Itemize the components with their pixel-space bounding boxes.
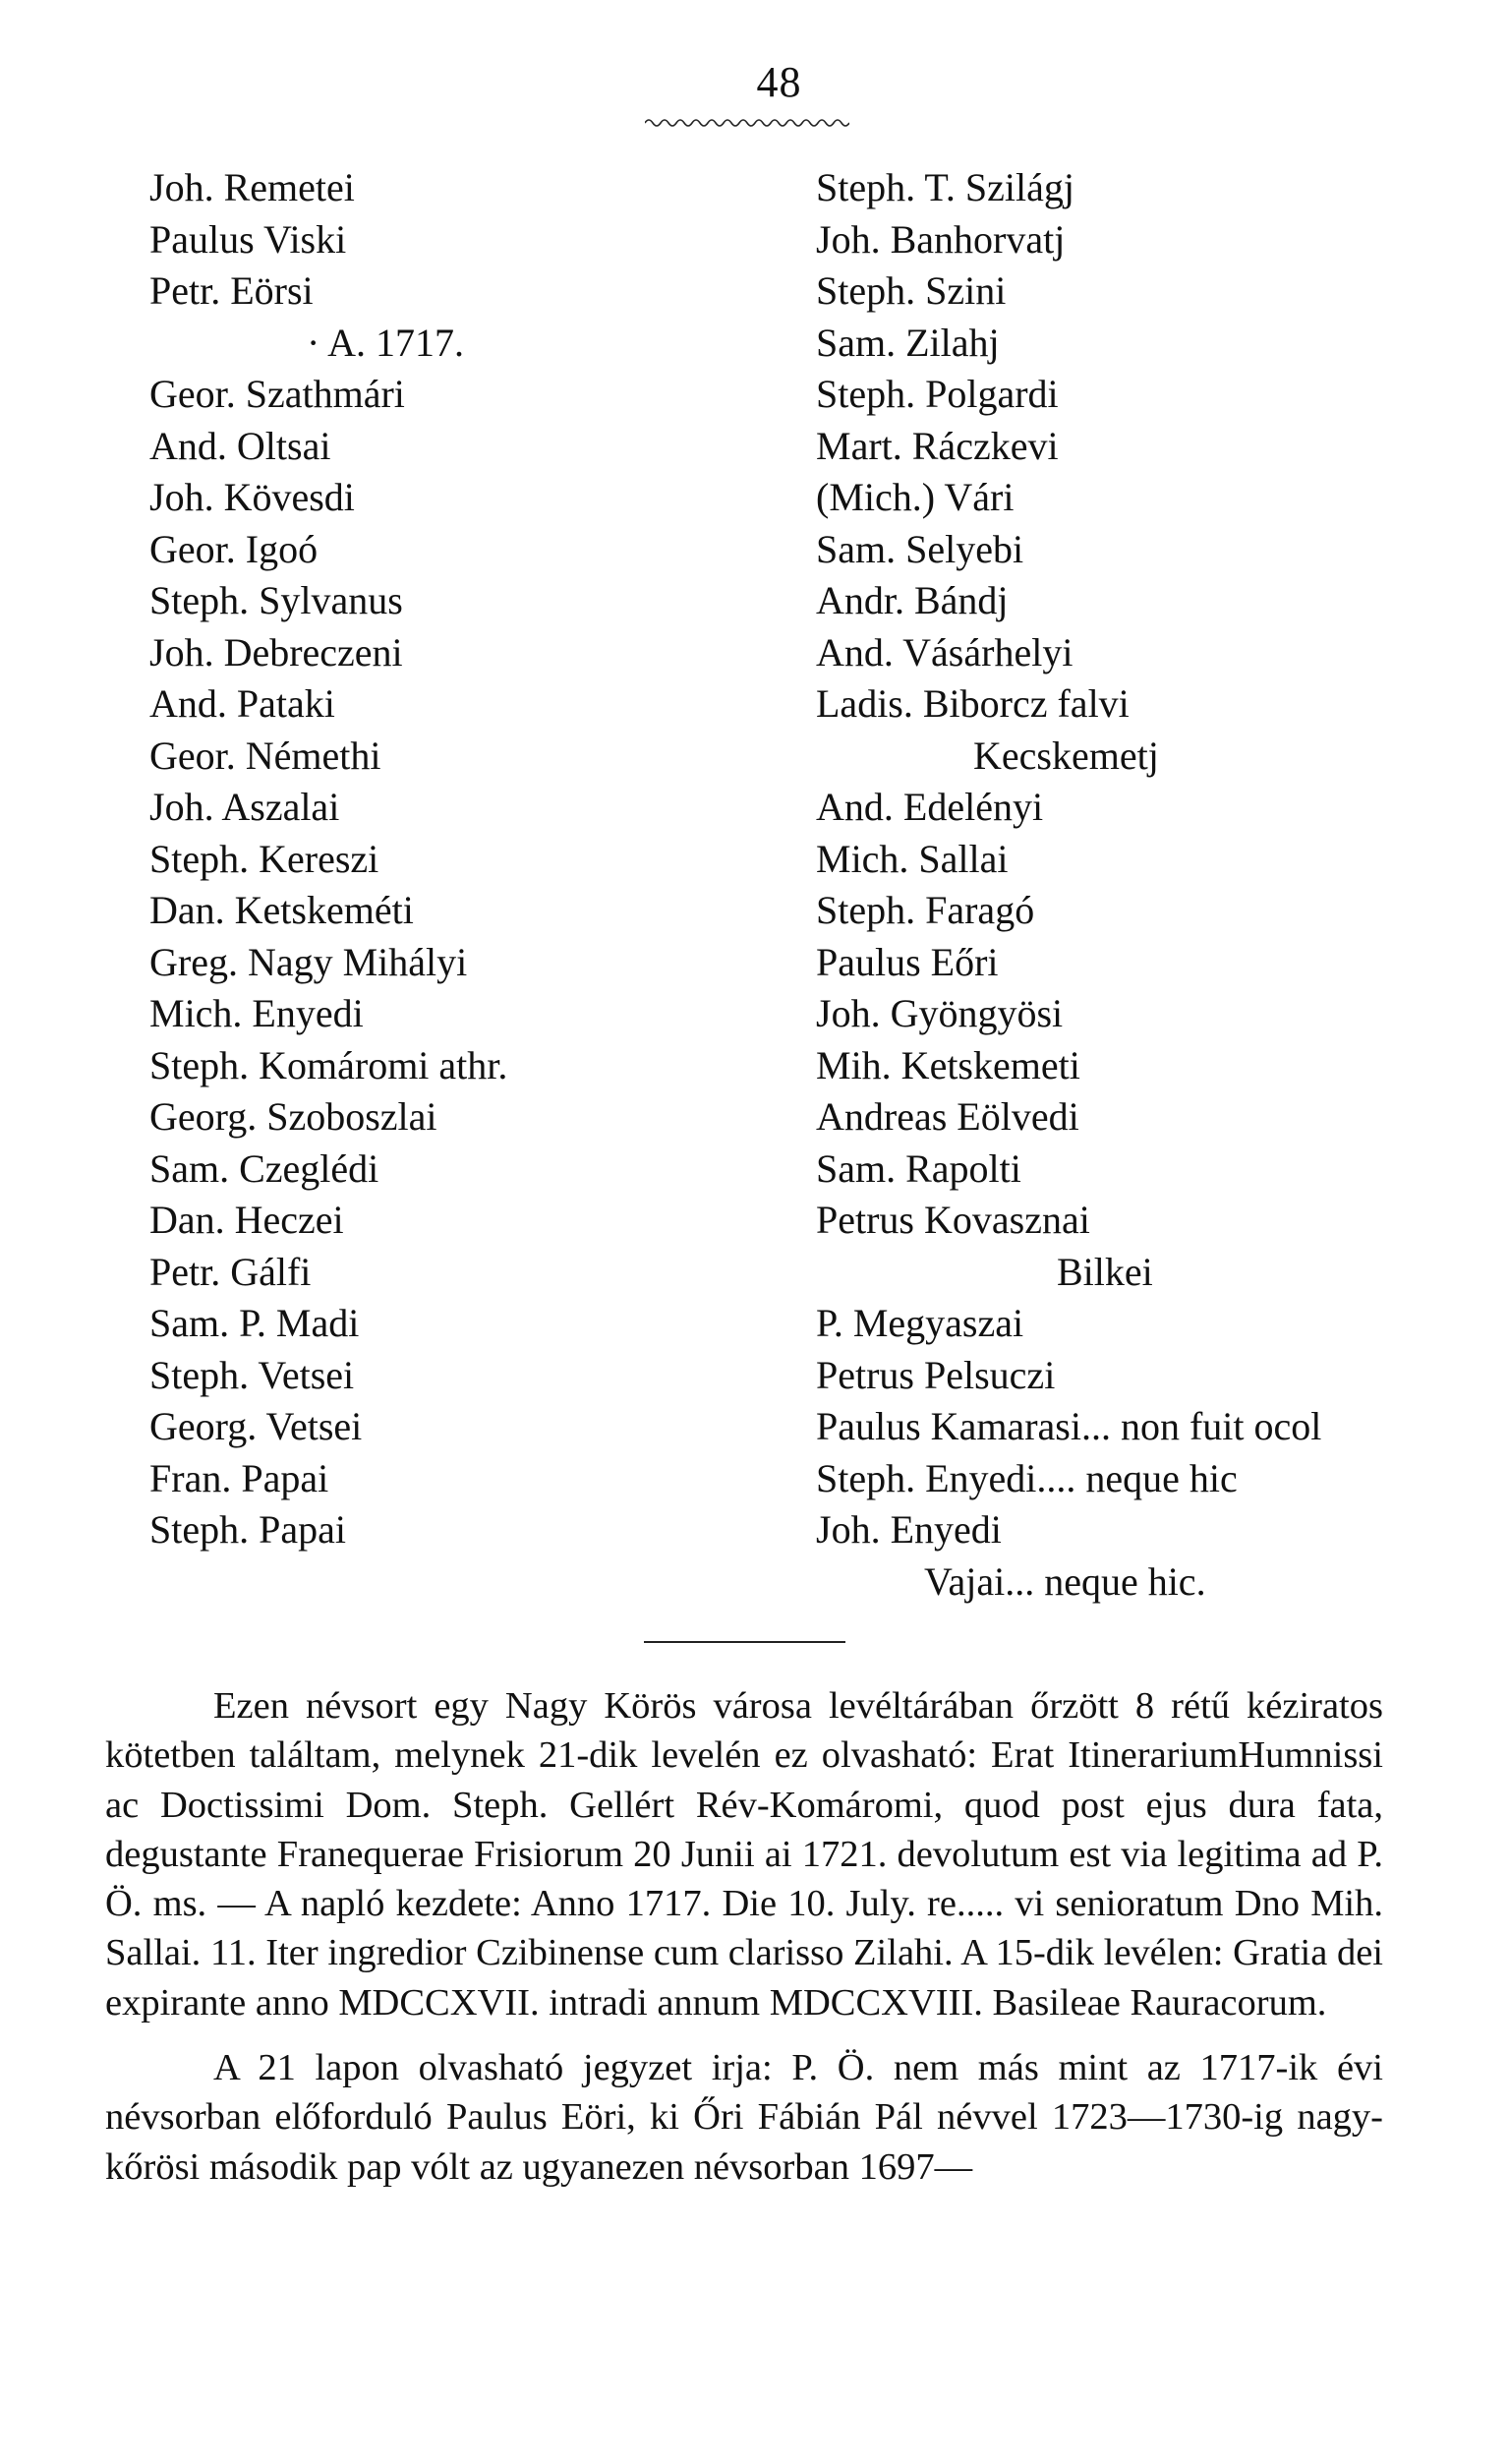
list-item: Sam. P. Madi	[149, 1301, 360, 1345]
list-item: (Mich.) Vári	[816, 475, 1015, 519]
list-item: Paulus Viski	[149, 216, 347, 262]
list-item: Geor. Némethi	[149, 733, 381, 778]
list-item: Steph. Szini	[816, 268, 1007, 313]
list-item: Steph. T. Szilágj	[816, 165, 1074, 209]
list-item: Geor. Szathmári	[149, 372, 405, 416]
list-item: And. Oltsai	[149, 423, 331, 468]
list-item: Steph. Papai	[149, 1507, 346, 1552]
list-item: Petr. Eörsi	[149, 268, 314, 313]
list-item: And. Edelényi	[816, 785, 1044, 829]
page-number-text: 48	[756, 58, 802, 106]
left-name-column	[149, 162, 759, 1556]
list-item: Sam. Zilahj	[816, 320, 1000, 365]
list-item: Andreas Eölvedi	[816, 1094, 1079, 1139]
list-item: Steph. Komáromi athr.	[149, 1042, 508, 1087]
list-item: Greg. Nagy Mihályi	[149, 939, 468, 984]
page-number	[0, 57, 1509, 107]
paragraph: Ezen névsort egy Nagy Körös városa levéltárában őrzött 8 rétű kéziratos kötetben találtam, melynek 21-dik levelén ez olvasható: Erat ItinerariumHumnissi ac Doctissimi Dom. Steph. Gellért Rév-Komáromi, quod post ejus dura fata, degustante Franequerae Frisiorum 20 Junii ai 1721. devolutum est via legitima ad P. Ö. ms. — A napló kezdete: Anno 1717. Die 10. July. re..... vi senioratum Dno Mih. Sallai. 11. Iter ingredior Czibinense cum clarisso Zilahi. A 15-dik levélen: Gratia dei expirante anno MDCCXVII. intradi annum MDCCXVIII. Basileae Rauracorum.	[105, 1685, 1383, 2024]
list-item: Joh. Aszalai	[149, 785, 340, 829]
list-item: Fran. Papai	[149, 1455, 329, 1500]
list-item-continuation: Kecskemetj	[973, 733, 1159, 778]
list-item: Paulus Eőri	[816, 939, 999, 984]
list-item: Dan. Heczei	[149, 1198, 344, 1242]
list-item: Ladis. Biborcz falvi	[816, 681, 1130, 726]
list-item: Dan. Ketskeméti	[149, 888, 414, 932]
list-item: Vajai... neque hic.	[924, 1558, 1206, 1604]
list-item: Andr. Bándj	[816, 578, 1009, 622]
footnote-text	[105, 1681, 1383, 2192]
list-item: Joh. Banhorvatj	[816, 216, 1066, 262]
section-divider	[644, 1641, 845, 1643]
list-item: Joh. Kövesdi	[149, 475, 355, 519]
list-item: And. Vásárhelyi	[816, 629, 1074, 675]
list-item-continuation: Bilkei	[1057, 1249, 1153, 1294]
list-item: Steph. Enyedi.... neque hic	[816, 1455, 1238, 1500]
list-item: Sam. Rapolti	[816, 1145, 1021, 1191]
list-item: Mich. Enyedi	[149, 991, 364, 1035]
list-item: Geor. Igoó	[149, 526, 319, 571]
list-item: Joh. Gyöngyösi	[816, 991, 1064, 1035]
ornament-squiggle	[645, 116, 849, 130]
year-heading: · A. 1717.	[307, 320, 464, 365]
list-item: Steph. Vetsei	[149, 1352, 355, 1397]
list-item: Sam. Czeglédi	[149, 1145, 379, 1191]
list-item: P. Megyaszai	[816, 1301, 1024, 1345]
list-item: Steph. Faragó	[816, 888, 1035, 932]
right-name-column	[816, 162, 1494, 1608]
list-item: Steph. Kereszi	[149, 836, 379, 881]
list-item: Mich. Sallai	[816, 836, 1009, 881]
list-item: Georg. Vetsei	[149, 1404, 363, 1448]
paragraph: A 21 lapon olvasható jegyzet irja: P. Ö. nem más mint az 1717-ik évi névsorban előforduló Paulus Eöri, ki Őri Fábián Pál névvel 1723—1730-ig nagy-kőrösi második pap vólt az ugyanezen névsorban 1697—	[105, 2047, 1383, 2188]
list-item: Paulus Kamarasi... non fuit ocol	[816, 1404, 1322, 1448]
list-item: Petrus Pelsuczi	[816, 1352, 1056, 1397]
list-item: And. Pataki	[149, 681, 335, 726]
list-item: Steph. Polgardi	[816, 372, 1059, 416]
list-item: Steph. Sylvanus	[149, 578, 403, 622]
list-item: Petrus Kovasznai	[816, 1198, 1090, 1242]
list-item: Sam. Selyebi	[816, 526, 1024, 571]
list-item: Joh. Remetei	[149, 165, 355, 209]
list-item: Joh. Enyedi	[816, 1507, 1002, 1552]
list-item: Mart. Ráczkevi	[816, 423, 1059, 468]
list-item: Georg. Szoboszlai	[149, 1094, 437, 1139]
list-item: Petr. Gálfi	[149, 1249, 312, 1294]
list-item: Mih. Ketskemeti	[816, 1042, 1080, 1087]
list-item: Joh. Debreczeni	[149, 629, 403, 675]
